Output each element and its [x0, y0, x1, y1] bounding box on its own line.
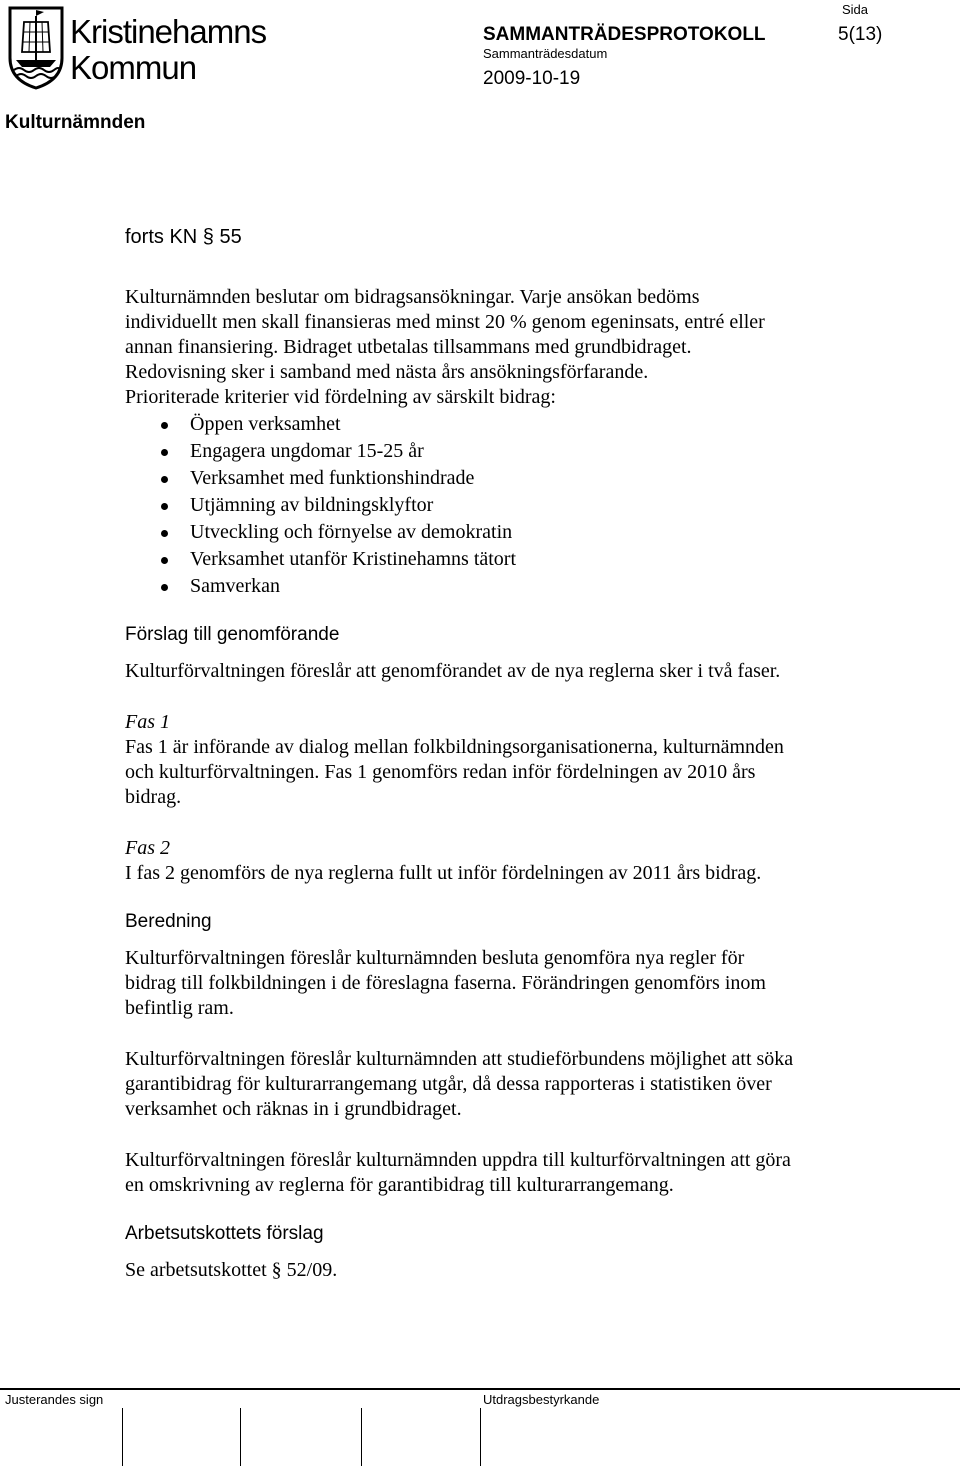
list-item: Utjämning av bildningsklyftor — [190, 492, 516, 519]
text-line: en omskrivning av reglerna för garantibidrag till kulturarrangemang. — [125, 1174, 674, 1196]
list-item: Utveckling och förnyelse av demokratin — [190, 519, 516, 546]
text-line: Kulturförvaltningen föreslår kulturnämnden uppdra till kulturförvaltningen att göra — [125, 1149, 791, 1171]
signature-box-divider — [361, 1408, 362, 1466]
committee-name: Kulturnämnden — [5, 112, 146, 133]
signature-box-divider — [240, 1408, 241, 1466]
list-item: Öppen verksamhet — [190, 411, 516, 438]
beredning-paragraph-1 — [125, 946, 766, 1021]
heading-forslag: Förslag till genomförande — [125, 624, 340, 645]
text-line: Kulturförvaltningen föreslår kulturnämnden att studieförbundens möjlighet att söka — [125, 1048, 794, 1070]
text-line: Kulturförvaltningen föreslår kulturnämnden besluta genomföra nya regler för — [125, 947, 745, 969]
meeting-date: 2009-10-19 — [483, 68, 581, 89]
beredning-paragraph-3 — [125, 1148, 791, 1198]
text-line: befintlig ram. — [125, 997, 234, 1019]
list-item: Verksamhet utanför Kristinehamns tätort — [190, 546, 516, 573]
signature-box-divider — [122, 1408, 123, 1466]
fas2-title: Fas 2 — [125, 837, 170, 859]
fas1-title: Fas 1 — [125, 711, 170, 733]
text-line: garantibidrag för kulturarrangemang utgår, då dessa rapporteras i statistiken över — [125, 1073, 772, 1095]
text-line: verksamhet och räknas in i grundbidraget. — [125, 1098, 462, 1120]
arbetsutskott-text: Se arbetsutskottet § 52/09. — [125, 1259, 338, 1281]
footer-divider — [0, 1388, 960, 1390]
text-line: individuellt men skall finansieras med minst 20 % genom egeninsats, entré eller — [125, 311, 765, 333]
text-line: Kulturnämnden beslutar om bidragsansökningar. Varje ansökan bedöms — [125, 286, 700, 308]
date-label: Sammanträdesdatum — [483, 46, 608, 61]
text-line: annan finansiering. Bidraget utbetalas tillsammans med grundbidraget. — [125, 336, 692, 358]
fas1-paragraph — [125, 735, 784, 810]
intro-paragraph — [125, 285, 765, 410]
text-line: bidrag. — [125, 786, 182, 808]
paragraph-reference: forts KN § 55 — [125, 226, 242, 248]
logo-text-line1: Kristinehamns — [70, 13, 267, 50]
page-label: Sida — [842, 2, 869, 17]
fas2-text: I fas 2 genomförs de nya reglerna fullt ut inför fördelningen av 2011 års bidrag. — [125, 862, 762, 884]
list-item: Verksamhet med funktionshindrade — [190, 465, 516, 492]
criteria-list — [190, 411, 516, 600]
signature-footer — [0, 1388, 960, 1466]
logo-text-line2: Kommun — [70, 49, 197, 86]
text-line: Fas 1 är införande av dialog mellan folkbildningsorganisationerna, kulturnämnden — [125, 736, 784, 758]
heading-beredning: Beredning — [125, 911, 212, 932]
forslag-text: Kulturförvaltningen föreslår att genomförandet av de nya reglerna sker i två faser. — [125, 660, 781, 682]
page-number: 5(13) — [838, 24, 883, 45]
list-item: Samverkan — [190, 573, 516, 600]
text-line: och kulturförvaltningen. Fas 1 genomförs redan inför fördelningen av 2010 års — [125, 761, 756, 783]
text-line: bidrag till folkbildningen i de föreslagna faserna. Förändringen genomförs inom — [125, 972, 766, 994]
text-line: Prioriterade kriterier vid fördelning av särskilt bidrag: — [125, 386, 556, 408]
signature-label: Justerandes sign — [5, 1392, 104, 1407]
document-type: SAMMANTRÄDESPROTOKOLL — [483, 24, 766, 45]
beredning-paragraph-2 — [125, 1047, 793, 1122]
text-line: Redovisning sker i samband med nästa års ansökningsförfarande. — [125, 361, 649, 383]
heading-arbetsutskott: Arbetsutskottets förslag — [125, 1223, 324, 1244]
signature-box-divider — [480, 1408, 481, 1466]
municipality-logo — [4, 4, 267, 90]
list-item: Engagera ungdomar 15-25 år — [190, 438, 516, 465]
extract-label: Utdragsbestyrkande — [483, 1392, 600, 1407]
